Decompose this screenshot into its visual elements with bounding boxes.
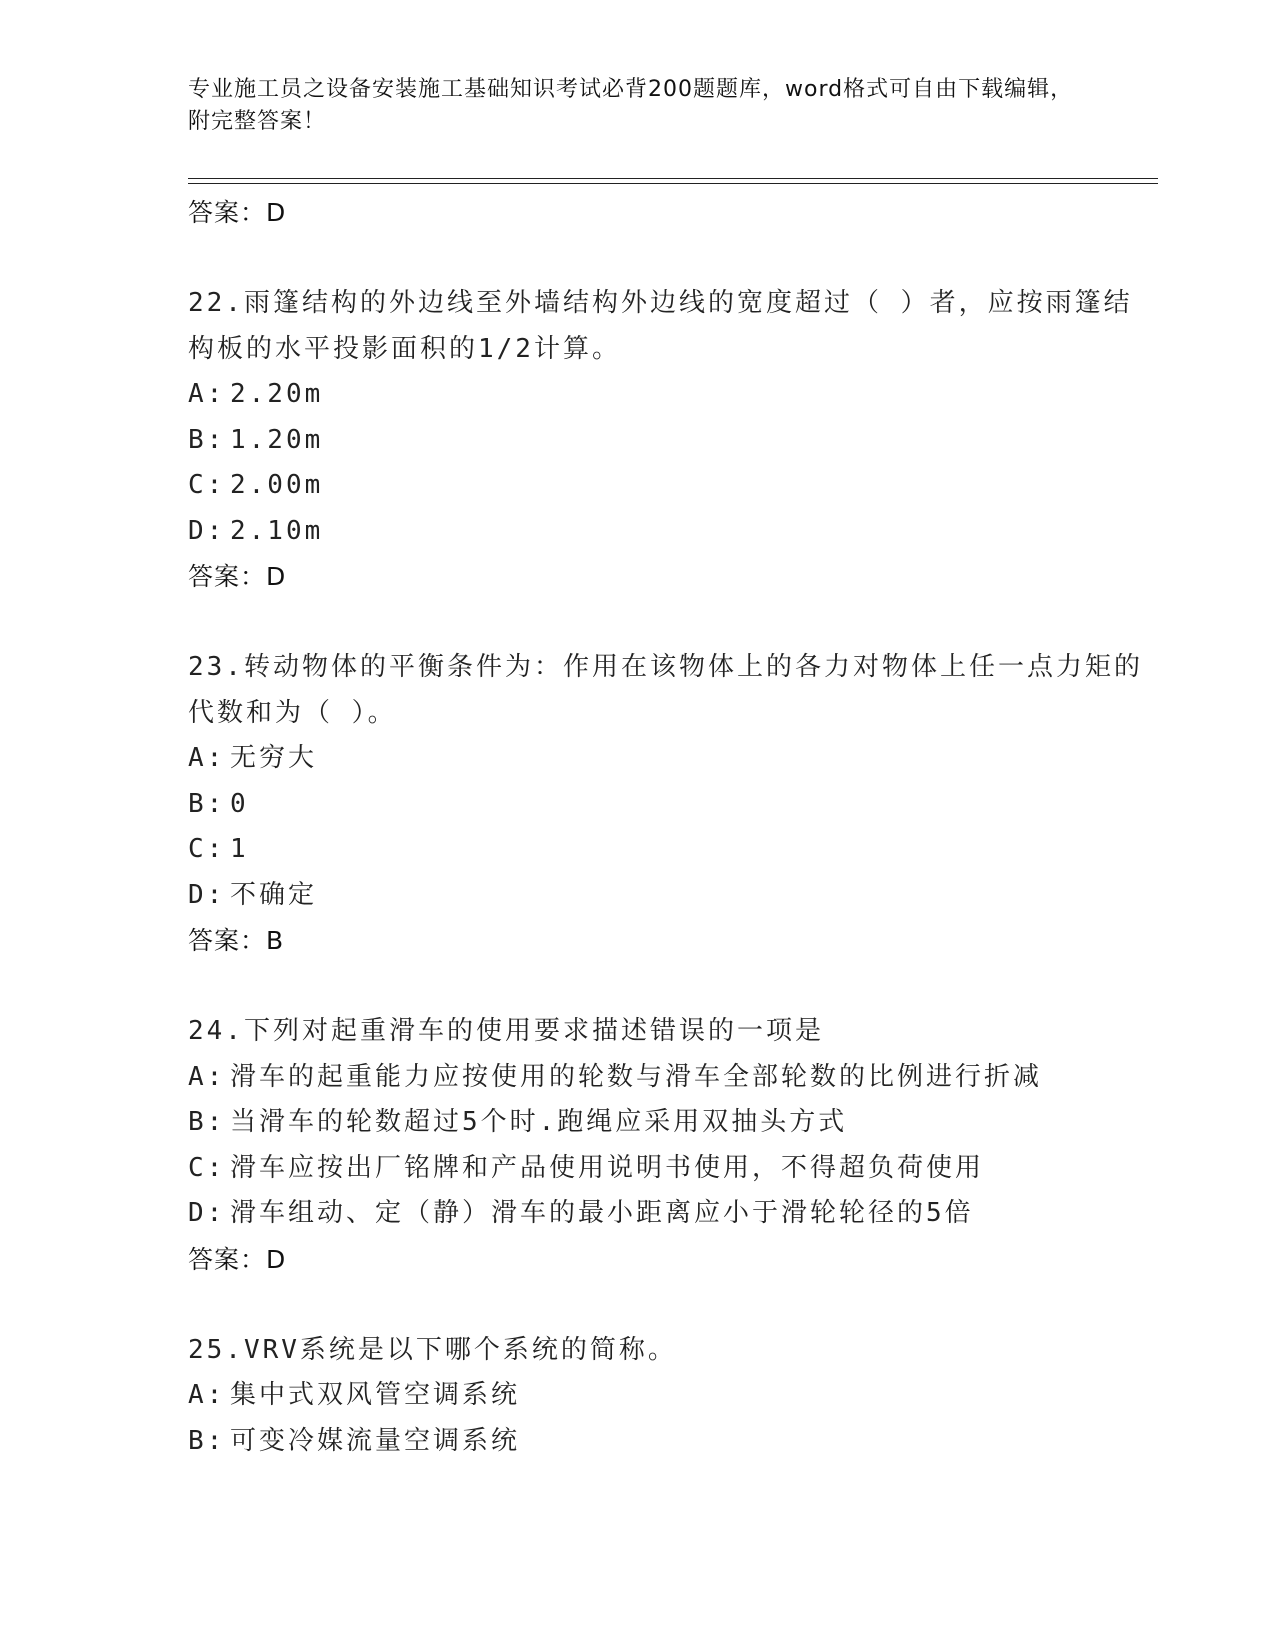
question-stem: 转动物体的平衡条件为：作用在该物体上的各力对物体上任一点力矩的代数和为（ ）。 bbox=[188, 652, 1143, 728]
option-letter: C: bbox=[188, 1152, 226, 1183]
question-22-answer: 答案：D bbox=[188, 562, 287, 591]
spacer bbox=[188, 236, 1148, 281]
option-letter: B: bbox=[188, 1425, 226, 1456]
header-rule-top bbox=[188, 178, 1158, 179]
question-23-option-b bbox=[188, 782, 1148, 828]
option-text: 不确定 bbox=[230, 879, 318, 910]
question-23-option-a bbox=[188, 736, 1148, 782]
question-23-answer: 答案：B bbox=[188, 926, 285, 955]
question-22-option-b bbox=[188, 418, 1148, 464]
question-23-text bbox=[188, 645, 1148, 736]
option-letter: A: bbox=[188, 1380, 226, 1410]
question-24-option-a bbox=[188, 1055, 1148, 1101]
spacer bbox=[188, 964, 1148, 1009]
question-24-option-b bbox=[188, 1100, 1148, 1146]
option-text: 滑车的起重能力应按使用的轮数与滑车全部轮数的比例进行折减 bbox=[230, 1061, 1043, 1092]
question-number: 25. bbox=[188, 1334, 244, 1365]
question-23-option-c bbox=[188, 827, 1148, 873]
question-number: 24. bbox=[188, 1016, 244, 1046]
option-text: 1.20m bbox=[230, 424, 324, 455]
question-22-text bbox=[188, 281, 1148, 372]
option-letter: C: bbox=[188, 470, 226, 500]
question-stem: 雨篷结构的外边线至外墙结构外边线的宽度超过（ ）者，应按雨篷结构板的水平投影面积的1/2计算。 bbox=[188, 288, 1133, 364]
question-stem: 下列对起重滑车的使用要求描述错误的一项是 bbox=[243, 1016, 824, 1046]
option-text: 2.10m bbox=[230, 515, 324, 546]
option-text: 1 bbox=[230, 834, 249, 864]
option-text: 滑车应按出厂铭牌和产品使用说明书使用，不得超负荷使用 bbox=[230, 1152, 985, 1183]
option-letter: D: bbox=[188, 879, 226, 910]
question-24-option-d bbox=[188, 1191, 1148, 1237]
option-text: 滑车组动、定（静）滑车的最小距离应小于滑轮轮径的5倍 bbox=[230, 1198, 974, 1228]
option-letter: A: bbox=[188, 379, 226, 409]
question-number: 23. bbox=[188, 652, 244, 682]
spacer bbox=[188, 1283, 1148, 1328]
question-24-text bbox=[188, 1009, 1148, 1055]
option-text: 当滑车的轮数超过5个时.跑绳应采用双抽头方式 bbox=[230, 1107, 848, 1137]
question-23-option-d bbox=[188, 873, 1148, 919]
question-25-option-b bbox=[188, 1419, 1148, 1465]
question-list bbox=[188, 190, 1148, 1464]
question-22-option-c bbox=[188, 463, 1148, 509]
question-22-option-a bbox=[188, 372, 1148, 418]
question-number: 22. bbox=[188, 288, 244, 318]
option-letter: C: bbox=[188, 834, 226, 864]
previous-answer: 答案：D bbox=[188, 198, 287, 227]
option-text: 0 bbox=[230, 788, 249, 819]
option-text: 2.00m bbox=[230, 470, 324, 500]
question-24-option-c bbox=[188, 1146, 1148, 1192]
option-text: 2.20m bbox=[230, 379, 324, 409]
option-text: 可变冷媒流量空调系统 bbox=[230, 1425, 521, 1456]
option-text: 无穷大 bbox=[230, 743, 318, 773]
question-25-text bbox=[188, 1328, 1148, 1374]
question-24-answer: 答案：D bbox=[188, 1244, 287, 1274]
question-stem: VRV系统是以下哪个系统的简称。 bbox=[243, 1334, 677, 1365]
option-letter: D: bbox=[188, 515, 226, 546]
option-letter: A: bbox=[188, 1061, 226, 1092]
option-text: 集中式双风管空调系统 bbox=[230, 1380, 521, 1410]
option-letter: B: bbox=[188, 1107, 226, 1137]
spacer bbox=[188, 600, 1148, 645]
option-letter: B: bbox=[188, 424, 226, 455]
question-25-option-a bbox=[188, 1373, 1148, 1419]
question-22-option-d bbox=[188, 509, 1148, 555]
option-letter: A: bbox=[188, 743, 226, 773]
option-letter: D: bbox=[188, 1198, 226, 1228]
page-header: 专业施工员之设备安装施工基础知识考试必背200题题库，word格式可自由下载编辑，附完整答案！ bbox=[188, 77, 1074, 134]
header-rule-bottom bbox=[188, 183, 1158, 184]
option-letter: B: bbox=[188, 788, 226, 819]
